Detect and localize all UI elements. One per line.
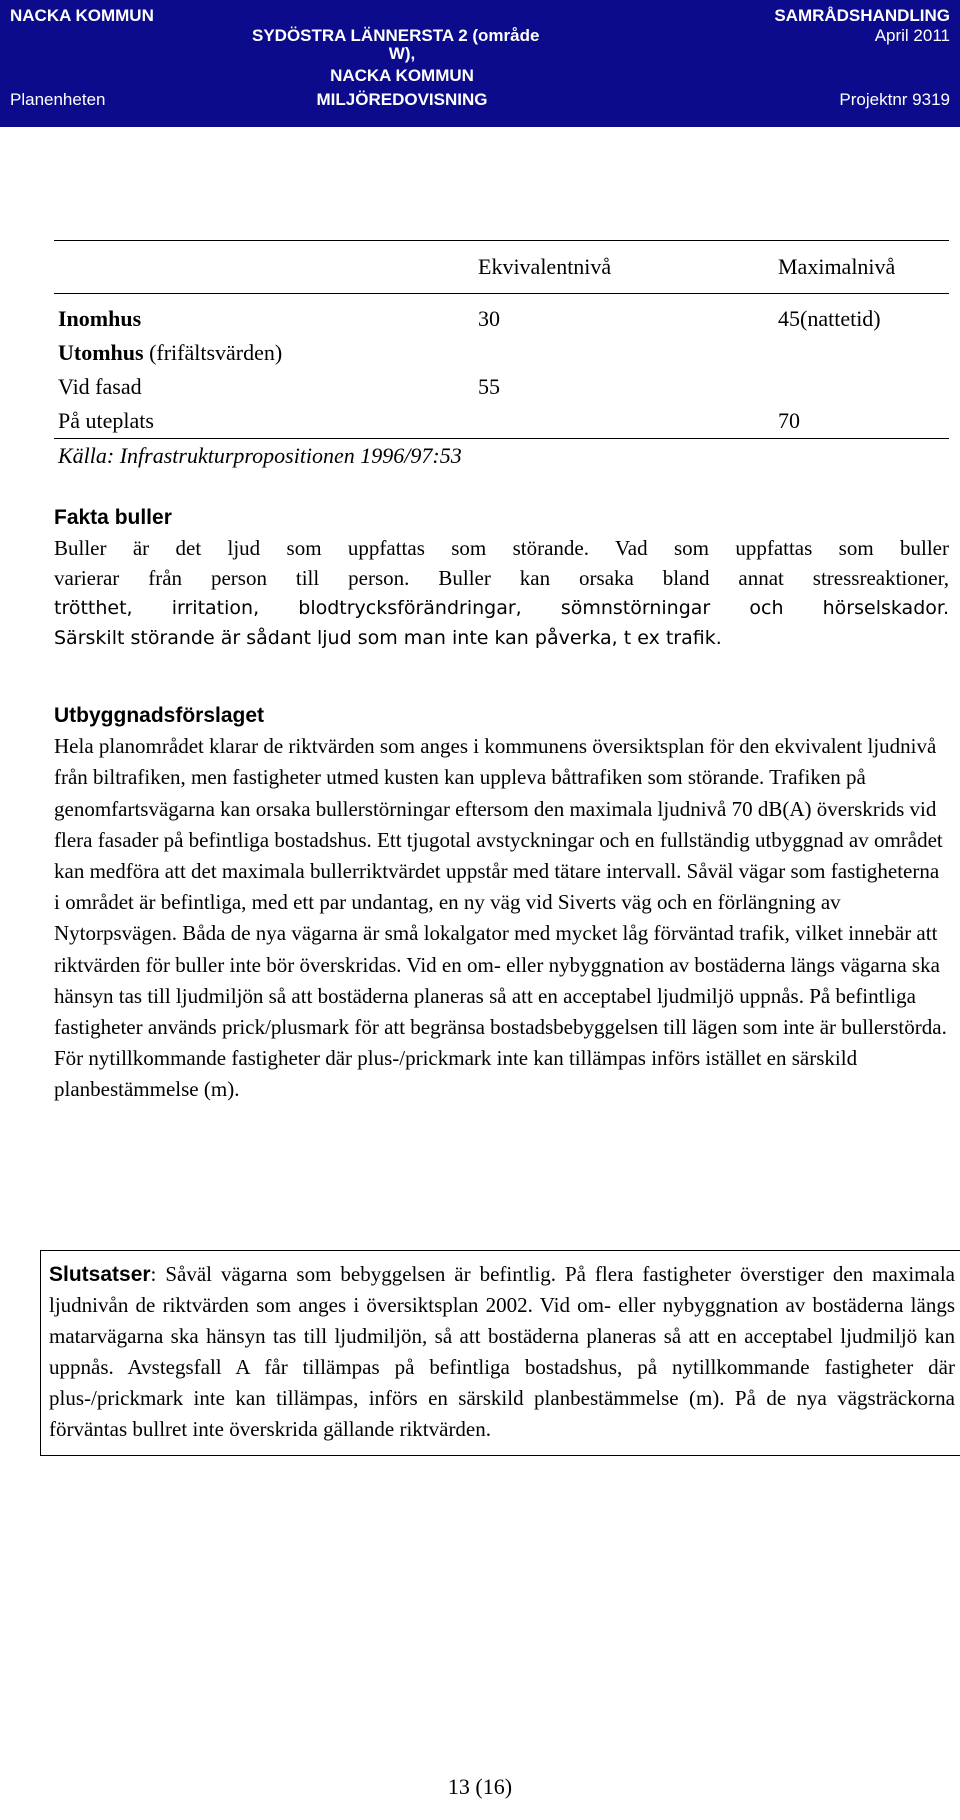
row-label: På uteplats: [58, 408, 154, 433]
header-unit: Planenheten: [10, 90, 106, 109]
utbyggnad-section: [54, 700, 949, 1106]
document-header: [0, 0, 960, 127]
header-project-line-1: SYDÖSTRA LÄNNERSTA 2 (område: [252, 26, 540, 45]
header-date: April 2011: [874, 26, 950, 45]
header-municipality: NACKA KOMMUN: [10, 6, 154, 25]
utbyggnad-heading: Utbyggnadsförslaget: [54, 704, 265, 727]
conclusions-box: [40, 1250, 960, 1456]
table-row: [54, 302, 949, 336]
header-project-line-3: NACKA KOMMUN: [330, 66, 474, 85]
table-row: [54, 336, 949, 370]
header-project-number: Projektnr 9319: [839, 90, 950, 109]
row-maximum: 45(nattetid): [778, 306, 881, 331]
fakta-buller-section: [54, 503, 949, 653]
row-equivalent: 30: [478, 306, 500, 331]
row-label-extra: (frifältsvärden): [143, 340, 283, 365]
table-row: [54, 370, 949, 404]
row-equivalent: 55: [478, 374, 500, 399]
noise-level-table: [54, 240, 949, 473]
header-project-line-2: W),: [388, 44, 416, 63]
row-maximum: 70: [778, 408, 800, 433]
conclusions-body: : Såväl vägarna som bebyggelsen är befintlig. På flera fastigheter överstiger den maximala ljudnivån de riktvärden som anges i översiktsplan 2002. Vid om- eller nybyggnation av bostäderna längs matarvägarna ska hänsyn tas till ljudmiljön, så att bostäderna planeras så att en acceptabel ljudmiljö kan uppnås. Avstegsfall A får tillämpas på befintliga bostadshus, på nytillkommande fastigheter där plus-/prickmark inte kan tillämpas, införs en särskild planbestämmelse (m). På de nya vägsträckorna förväntas bullret inte överskrida gällande riktvärden.: [49, 1262, 955, 1441]
row-label: Vid fasad: [58, 374, 142, 399]
fakta-line-1: Buller är det ljud som uppfattas som störande. Vad som uppfattas som buller: [54, 536, 949, 560]
utbyggnad-body: Hela planområdet klarar de riktvärden som anges i kommunens översiktsplan för den ekvivalent ljudnivå från biltrafiken, men fastigheter utmed kusten kan uppleva båttrafiken som störande. Trafiken på genomfartsvägarna kan orsaka bullerstörningar eftersom den maximala ljudnivå 70 dB(A) överskrids vid flera fasader på befintliga bostadshus. Ett tjugotal avstyckningar och en fullständig utbyggnad av området kan medföra att det maximala bullerriktvärdet uppstår med tätare intervall. Såväl vägar som fastigheterna i området är befintliga, med ett par undantag, en ny väg vid Siverts väg och en förlängning av Nytorpsvägen. Båda de nya vägarna är små lokalgator med mycket låg förväntad trafik, vilket innebär att riktvärden för buller inte bör överskridas. Vid en om- eller nybyggnation av bostäderna längs vägarna ska hänsyn tas till ljudmiljön så att bostäderna planeras så att en acceptabel ljudmiljö uppnås. På befintliga fastigheter används prick/plusmark för att begränsa bostadsbebyggelsen till lägen som inte är bullerstörda. För nytillkommande fastigheter där plus-/prickmark inte kan tillämpas införs istället en särskild planbestämmelse (m).: [54, 734, 947, 1102]
fakta-line-4: Särskilt störande är sådant ljud som man inte kan påverka, t ex trafik.: [54, 627, 722, 649]
page-number: 13 (16): [447, 1774, 513, 1799]
table-row: [54, 404, 949, 438]
table-source: Källa: Infrastrukturpropositionen 1996/97:53: [58, 443, 462, 468]
col-header-equivalent: Ekvivalentnivå: [478, 254, 612, 279]
row-label: Utomhus: [58, 340, 144, 365]
fakta-line-3: trötthet, irritation, blodtrycksförändringar, sömnstörningar och hörselskador.: [54, 597, 949, 619]
conclusions-label: Slutsatser: [49, 1263, 151, 1286]
fakta-heading: Fakta buller: [54, 506, 172, 529]
header-status: SAMRÅDSHANDLING: [774, 6, 950, 25]
row-label: Inomhus: [58, 306, 142, 331]
table-header-row: [54, 241, 949, 293]
header-document-type: MILJÖREDOVISNING: [316, 90, 488, 109]
fakta-line-2: varierar från person till person. Buller kan orsaka bland annat stressreaktioner,: [54, 566, 949, 590]
col-header-maximum: Maximalnivå: [778, 254, 896, 279]
